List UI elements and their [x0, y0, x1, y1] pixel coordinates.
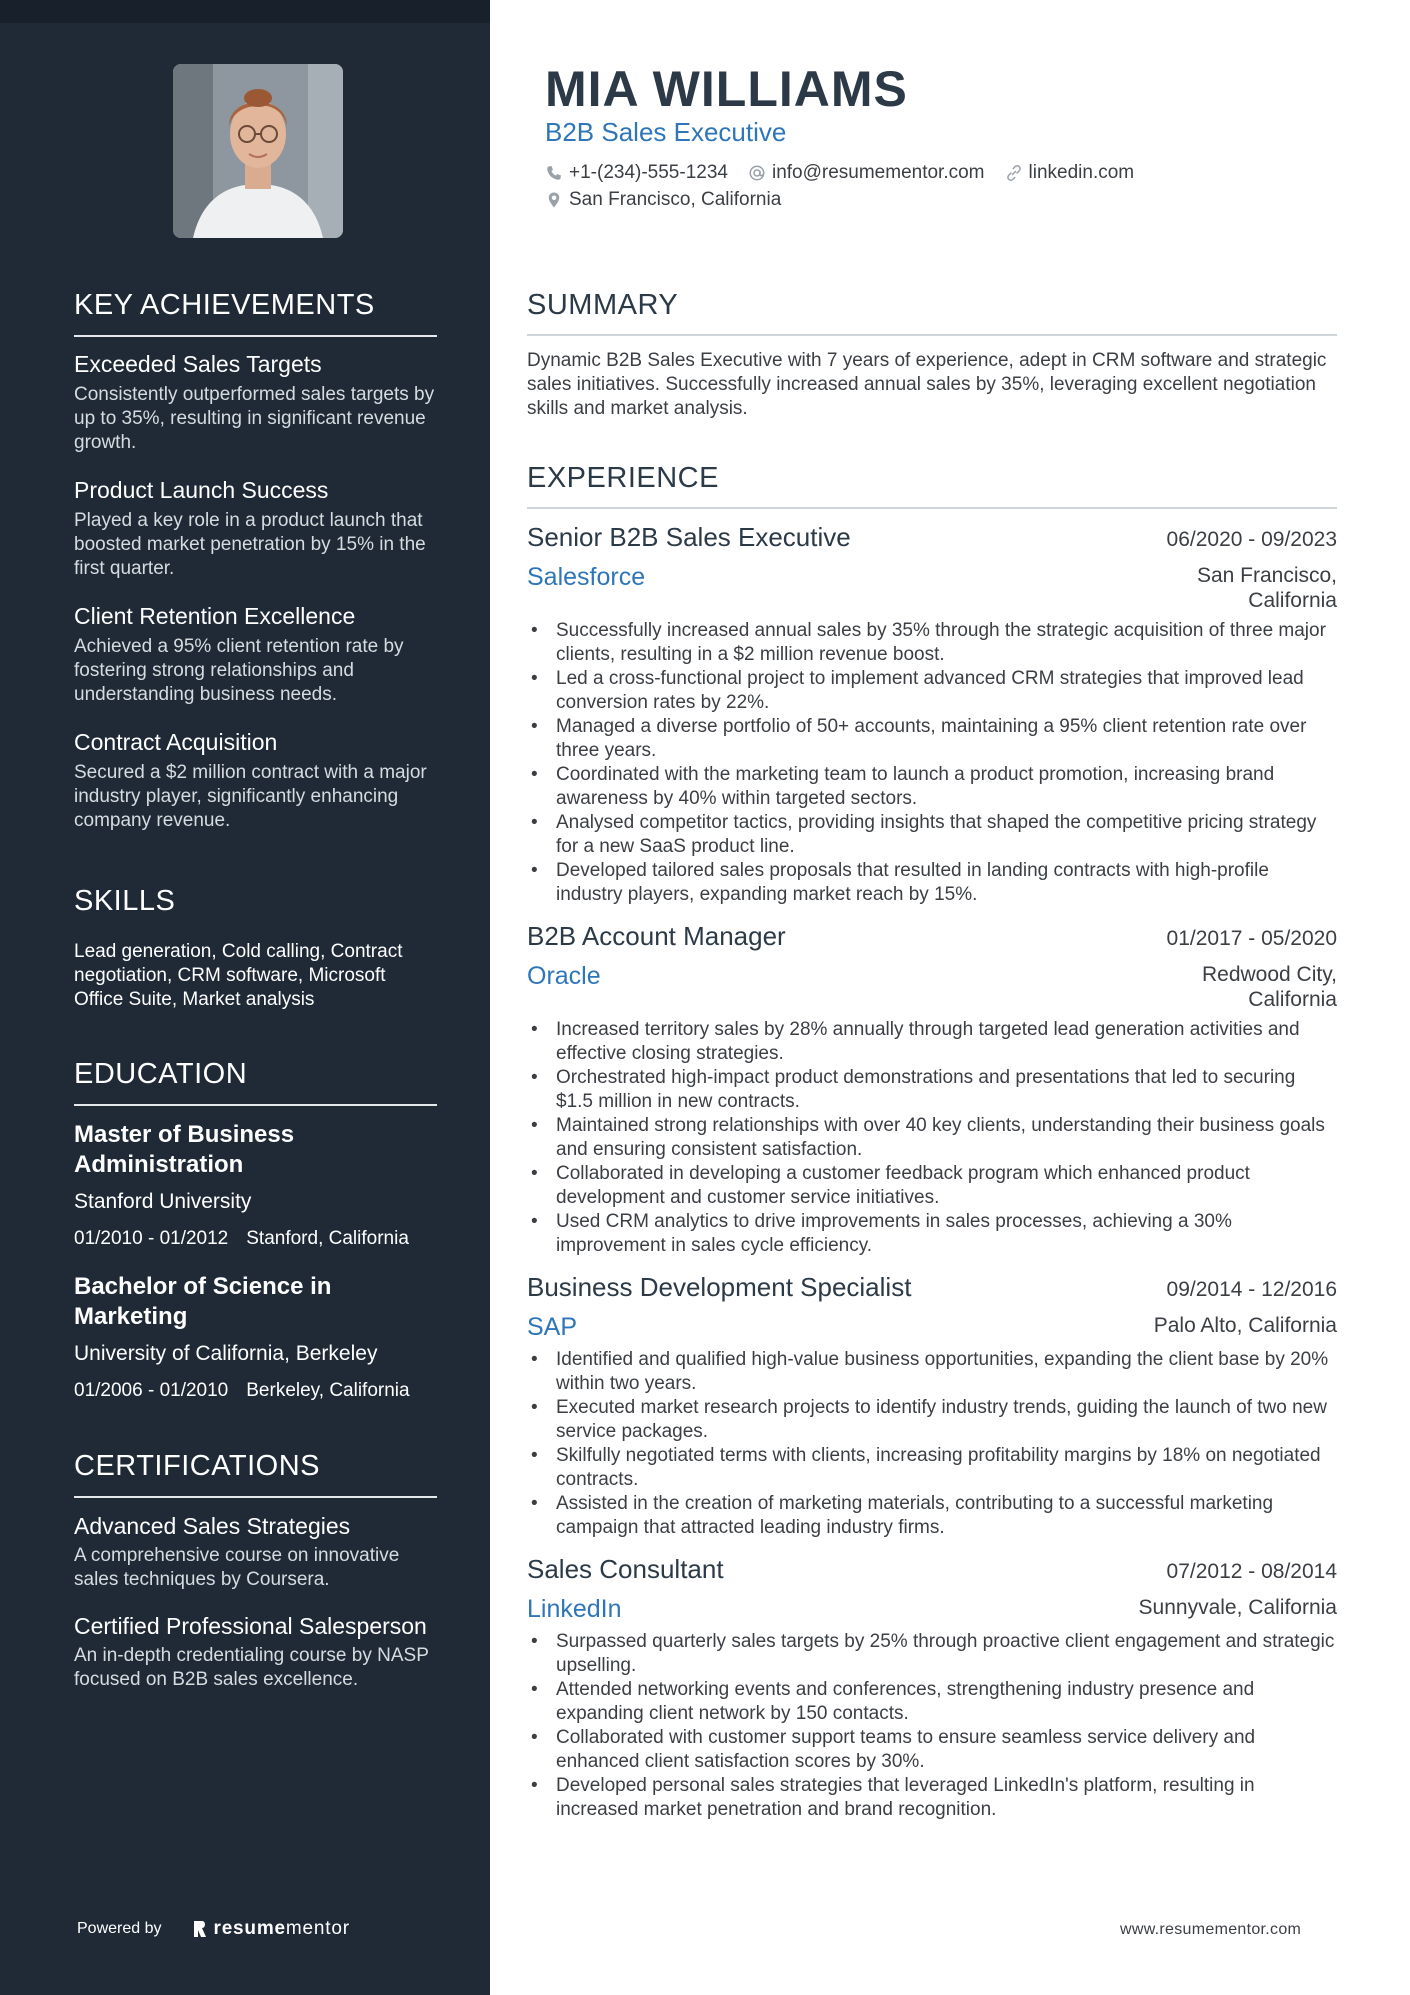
- job-location: San Francisco, California: [1196, 564, 1337, 612]
- certification-item: [74, 1512, 437, 1592]
- job-bullet: • Surpassed quarterly sales targets by 25% through proactive client engagement and strategic upselling.: [527, 1630, 1337, 1678]
- education-section: [74, 1058, 437, 1424]
- contact-info: [545, 162, 1345, 216]
- certifications-section: [74, 1450, 437, 1712]
- link-icon: [1005, 164, 1023, 182]
- job-company: SAP: [527, 1313, 578, 1341]
- achievement-item: [74, 603, 437, 707]
- job-location: Redwood City, California: [1201, 963, 1337, 1011]
- achievement-item: [74, 477, 437, 581]
- job-location: Palo Alto, California: [1153, 1314, 1337, 1337]
- job-bullet: • Coordinated with the marketing team to launch a product promotion, increasing brand awareness by 40% within targeted sectors.: [527, 763, 1337, 811]
- job-bullet: • Led a cross-functional project to implement advanced CRM strategies that improved lead conversion rates by 22%.: [527, 667, 1337, 715]
- job-bullets: [527, 619, 1337, 907]
- brand-mark-icon: [192, 1919, 208, 1939]
- achievements-heading: KEY ACHIEVEMENTS: [74, 289, 437, 337]
- job-bullet: • Used CRM analytics to drive improvements in sales processes, achieving a 30% improvement in sales cycle efficiency.: [527, 1210, 1337, 1258]
- job-bullet: • Maintained strong relationships with over 40 key clients, understanding their business goals and ensuring consistent satisfaction.: [527, 1114, 1337, 1162]
- skills-list: Lead generation, Cold calling, Contract negotiation, CRM software, Microsoft Office Suite, Market analysis: [74, 941, 403, 1010]
- education-dates: 01/2006 - 01/2010: [74, 1380, 229, 1401]
- summary-heading: SUMMARY: [527, 289, 1337, 336]
- job-bullet: • Managed a diverse portfolio of 50+ accounts, maintaining a 95% client retention rate over three years.: [527, 715, 1337, 763]
- skills-section: [74, 885, 437, 1012]
- job-bullet: • Successfully increased annual sales by 35% through the strategic acquisition of three major clients, resulting in a $2 million revenue boost.: [527, 619, 1337, 667]
- job-dates: 09/2014 - 12/2016: [1166, 1278, 1337, 1301]
- achievement-desc: Achieved a 95% client retention rate by fostering strong relationships and understanding business needs.: [74, 636, 404, 705]
- job-bullet: • Assisted in the creation of marketing materials, contributing to a successful marketing campaign that attracted leading industry firms.: [527, 1492, 1337, 1540]
- experience-section: [527, 462, 1337, 1836]
- education-degree: Bachelor of Science in Marketing: [74, 1273, 332, 1330]
- education-school: University of California, Berkeley: [74, 1342, 378, 1365]
- sidebar: [0, 0, 490, 1995]
- certification-title: Advanced Sales Strategies: [74, 1513, 351, 1539]
- powered-by: [77, 1918, 350, 1940]
- achievements-section: [74, 289, 437, 855]
- education-meta: [74, 1228, 437, 1250]
- job-bullet: • Developed tailored sales proposals that resulted in landing contracts with high-profile industry players, expanding market reach by 15%.: [527, 859, 1337, 907]
- phone-text: +1-(234)-555-1234: [569, 162, 728, 183]
- job-bullet: • Analysed competitor tactics, providing insights that shaped the competitive pricing strategy for a new SaaS product line.: [527, 811, 1337, 859]
- achievement-title: Contract Acquisition: [74, 729, 278, 755]
- education-heading: EDUCATION: [74, 1058, 437, 1106]
- education-degree: Master of Business Administration: [74, 1121, 295, 1178]
- certification-desc: An in-depth credentialing course by NASP focused on B2B sales excellence.: [74, 1645, 429, 1690]
- location-text: San Francisco, California: [569, 189, 782, 210]
- job-bullets: [527, 1630, 1337, 1822]
- achievement-desc: Secured a $2 million contract with a major industry player, significantly enhancing company revenue.: [74, 762, 427, 831]
- job-entry: [527, 1272, 1337, 1540]
- job-role: Business Development Specialist: [527, 1272, 912, 1302]
- job-entry: [527, 522, 1337, 907]
- brand-bold: resume: [213, 1918, 286, 1939]
- achievement-item: [74, 351, 437, 455]
- candidate-name: MIA WILLIAMS: [545, 61, 908, 117]
- job-dates: 01/2017 - 05/2020: [1166, 927, 1337, 950]
- education-location: Berkeley, California: [246, 1380, 410, 1401]
- contact-phone[interactable]: [545, 162, 728, 184]
- education-item: [74, 1272, 437, 1402]
- portrait-image: [173, 64, 343, 238]
- resumementor-logo[interactable]: [192, 1918, 350, 1940]
- education-location: Stanford, California: [246, 1228, 409, 1249]
- education-item: [74, 1120, 437, 1250]
- job-bullet: • Collaborated with customer support teams to ensure seamless service delivery and enhanced client satisfaction scores by 30%.: [527, 1726, 1337, 1774]
- job-bullet: • Identified and qualified high-value business opportunities, expanding the client base by 20% within two years.: [527, 1348, 1337, 1396]
- certification-title: Certified Professional Salesperson: [74, 1613, 427, 1639]
- contact-email[interactable]: [748, 162, 985, 184]
- certification-item: [74, 1612, 437, 1692]
- linkedin-text: linkedin.com: [1028, 162, 1135, 183]
- contact-location: [545, 189, 781, 211]
- job-bullet: • Increased territory sales by 28% annually through targeted lead generation activities and effective closing strategies.: [527, 1018, 1337, 1066]
- job-entry: [527, 921, 1337, 1258]
- job-entry: [527, 1554, 1337, 1822]
- job-bullet: • Developed personal sales strategies that leveraged LinkedIn's platform, resulting in increased market penetration and brand recognition.: [527, 1774, 1337, 1822]
- job-location: Sunnyvale, California: [1138, 1596, 1337, 1619]
- achievement-title: Exceeded Sales Targets: [74, 351, 322, 377]
- phone-icon: [545, 164, 563, 182]
- skills-heading: SKILLS: [74, 885, 176, 917]
- contact-linkedin[interactable]: [1005, 162, 1135, 184]
- job-bullets: [527, 1018, 1337, 1258]
- job-bullet: • Executed market research projects to identify industry trends, guiding the launch of two new service packages.: [527, 1396, 1337, 1444]
- brand-rest: mentor: [285, 1918, 350, 1939]
- job-role: Sales Consultant: [527, 1554, 724, 1584]
- job-company: Salesforce: [527, 563, 646, 591]
- profile-photo: [173, 64, 343, 238]
- achievement-title: Product Launch Success: [74, 477, 329, 503]
- job-role: Senior B2B Sales Executive: [527, 522, 851, 552]
- at-sign-icon: [748, 164, 766, 182]
- job-company: LinkedIn: [527, 1595, 622, 1623]
- job-dates: 07/2012 - 08/2014: [1166, 1560, 1337, 1583]
- achievement-title: Client Retention Excellence: [74, 603, 356, 629]
- job-company: Oracle: [527, 962, 601, 990]
- certifications-heading: CERTIFICATIONS: [74, 1450, 437, 1498]
- powered-by-label: Powered by: [77, 1920, 162, 1937]
- job-bullet: • Attended networking events and conferences, strengthening industry presence and expanding client network by 150 contacts.: [527, 1678, 1337, 1726]
- experience-heading: EXPERIENCE: [527, 462, 1337, 509]
- education-meta: [74, 1380, 437, 1402]
- sidebar-top-bar: [0, 0, 490, 23]
- candidate-title: B2B Sales Executive: [545, 117, 787, 147]
- location-pin-icon: [545, 191, 563, 209]
- footer-website[interactable]: www.resumementor.com: [1120, 1921, 1302, 1938]
- achievement-desc: Consistently outperformed sales targets by up to 35%, resulting in significant revenue growth.: [74, 384, 435, 453]
- achievement-item: [74, 729, 437, 833]
- job-bullets: [527, 1348, 1337, 1540]
- job-bullet: • Orchestrated high-impact product demonstrations and presentations that led to securing $1.5 million in new contracts.: [527, 1066, 1337, 1114]
- job-bullet: • Collaborated in developing a customer feedback program which enhanced product development and customer service initiatives.: [527, 1162, 1337, 1210]
- summary-section: [527, 289, 1337, 421]
- job-role: B2B Account Manager: [527, 921, 786, 951]
- achievement-desc: Played a key role in a product launch that boosted market penetration by 15% in the first quarter.: [74, 510, 426, 579]
- job-dates: 06/2020 - 09/2023: [1166, 528, 1337, 551]
- certification-desc: A comprehensive course on innovative sales techniques by Coursera.: [74, 1545, 400, 1590]
- main-content: [490, 0, 1410, 1995]
- education-dates: 01/2010 - 01/2012: [74, 1228, 229, 1249]
- education-school: Stanford University: [74, 1190, 252, 1213]
- email-text: info@resumementor.com: [771, 162, 985, 183]
- summary-text: Dynamic B2B Sales Executive with 7 years of experience, adept in CRM software and strategic sales initiatives. Successfully increased annual sales by 35%, leveraging excellent negotiation skills and market analysis.: [527, 350, 1327, 419]
- job-bullet: • Skilfully negotiated terms with clients, increasing profitability margins by 18% on negotiated contracts.: [527, 1444, 1337, 1492]
